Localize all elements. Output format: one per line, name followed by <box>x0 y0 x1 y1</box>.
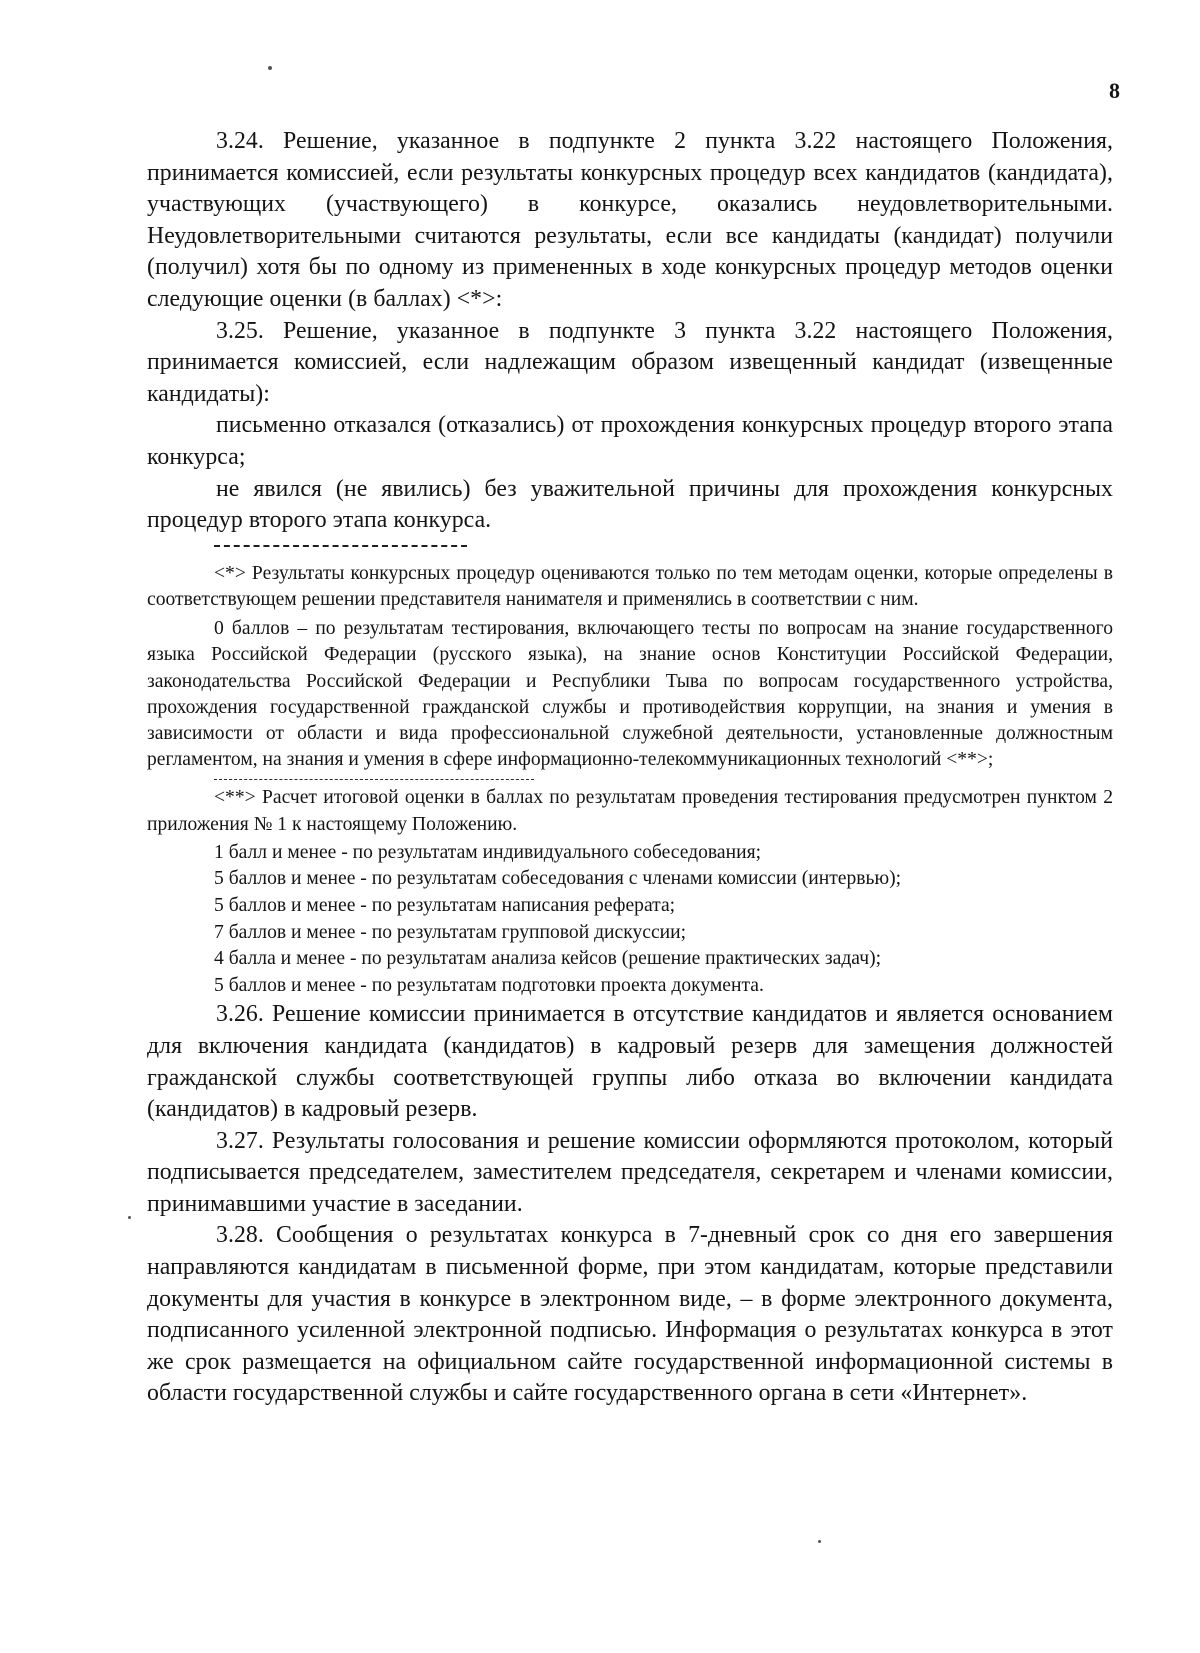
footnote-zero-points: 0 баллов – по результатам тестирования, включающего тесты по вопросам на знание государственного языка Российской Федерации (русского языка), на знание основ Конституции Российской Федерации, законодательства Российской Федерации и Республики Тыва по вопросам государственного устройства, прохождения государственной гражданской службы и противодействия коррупции, на знания и умения в зависимости от области и вида профессиональной служебной деятельности, установленные должностным регламентом, на знания и умения в сфере информационно-телекоммуникационных технологий <**>; <box>147 618 1113 771</box>
scan-speck <box>818 1540 821 1543</box>
paragraph-3-25: 3.25. Решение, указанное в подпункте 3 пункта 3.22 настоящего Положения, принимается комиссией, если надлежащим образом извещенный кандидат (извещенные кандидаты): <box>147 317 1113 407</box>
paragraph-refused: письменно отказался (отказались) от прохождения конкурсных процедур второго этапа конкурса; <box>147 412 1113 470</box>
score-item: 7 баллов и менее - по результатам групповой дискуссии; <box>214 921 687 943</box>
scan-speck <box>128 1216 131 1219</box>
scan-speck <box>268 66 272 70</box>
score-item: 4 балла и менее - по результатам анализа кейсов (решение практических задач); <box>214 948 882 970</box>
footnotes <box>147 561 1113 1000</box>
score-item: 5 баллов и менее - по результатам подготовки проекта документа. <box>214 974 764 996</box>
score-item: 5 баллов и менее - по результатам собеседования с членами комиссии (интервью); <box>214 868 902 890</box>
paragraph-3-24: 3.24. Решение, указанное в подпункте 2 пункта 3.22 настоящего Положения, принимается комиссией, если результаты конкурсных процедур всех кандидатов (кандидата), участвующих (участвующего) в конкурсе, оказались неудовлетворительными. Неудовлетворительными считаются результаты, если все кандидаты (кандидат) получили (получил) хотя бы по одному из примененных в ходе конкурсных процедур методов оценки следующие оценки (в баллах) <*>: <box>147 128 1113 312</box>
footnote-divider <box>214 545 467 547</box>
score-item: 1 балл и менее - по результатам индивидуального собеседования; <box>214 841 762 863</box>
page-number: 8 <box>1109 78 1120 103</box>
footnote-star: <*> Результаты конкурсных процедур оцениваются только по тем методам оценки, которые определены в соответствующем решении представителя нанимателя и применялись в соответствии с ним. <box>147 562 1113 610</box>
document-body <box>147 126 1113 1410</box>
footnote-double-star: <**> Расчет итоговой оценки в баллах по результатам проведения тестирования предусмотрен пунктом 2 приложения № 1 к настоящему Положению. <box>147 787 1113 835</box>
paragraph-3-27: 3.27. Результаты голосования и решение комиссии оформляются протоколом, который подписывается председателем, заместителем председателя, секретарем и членами комиссии, принимавшими участие в заседании. <box>147 1127 1113 1217</box>
nested-footnote-divider <box>214 779 534 780</box>
paragraph-3-26: 3.26. Решение комиссии принимается в отсутствие кандидатов и является основанием для включения кандидата (кандидатов) в кадровый резерв для замещения должностей гражданской службы соответствующей группы либо отказа во включении кандидата (кандидатов) в кадровый резерв. <box>147 1001 1113 1123</box>
score-item: 5 баллов и менее - по результатам написания реферата; <box>214 894 676 916</box>
paragraph-3-28: 3.28. Сообщения о результатах конкурса в 7-дневный срок со дня его завершения направляются кандидатам в письменной форме, при этом кандидатам, которые представили документы для участия в конкурсе в электронном виде, – в форме электронного документа, подписанного усиленной электронной подписью. Информация о результатах конкурса в этот же срок размещается на официальном сайте государственной информационной системы в области государственной службы и сайте государственного органа в сети «Интернет». <box>147 1222 1113 1407</box>
paragraph-no-show: не явился (не явились) без уважительной причины для прохождения конкурсных процедур второго этапа конкурса. <box>147 475 1113 534</box>
